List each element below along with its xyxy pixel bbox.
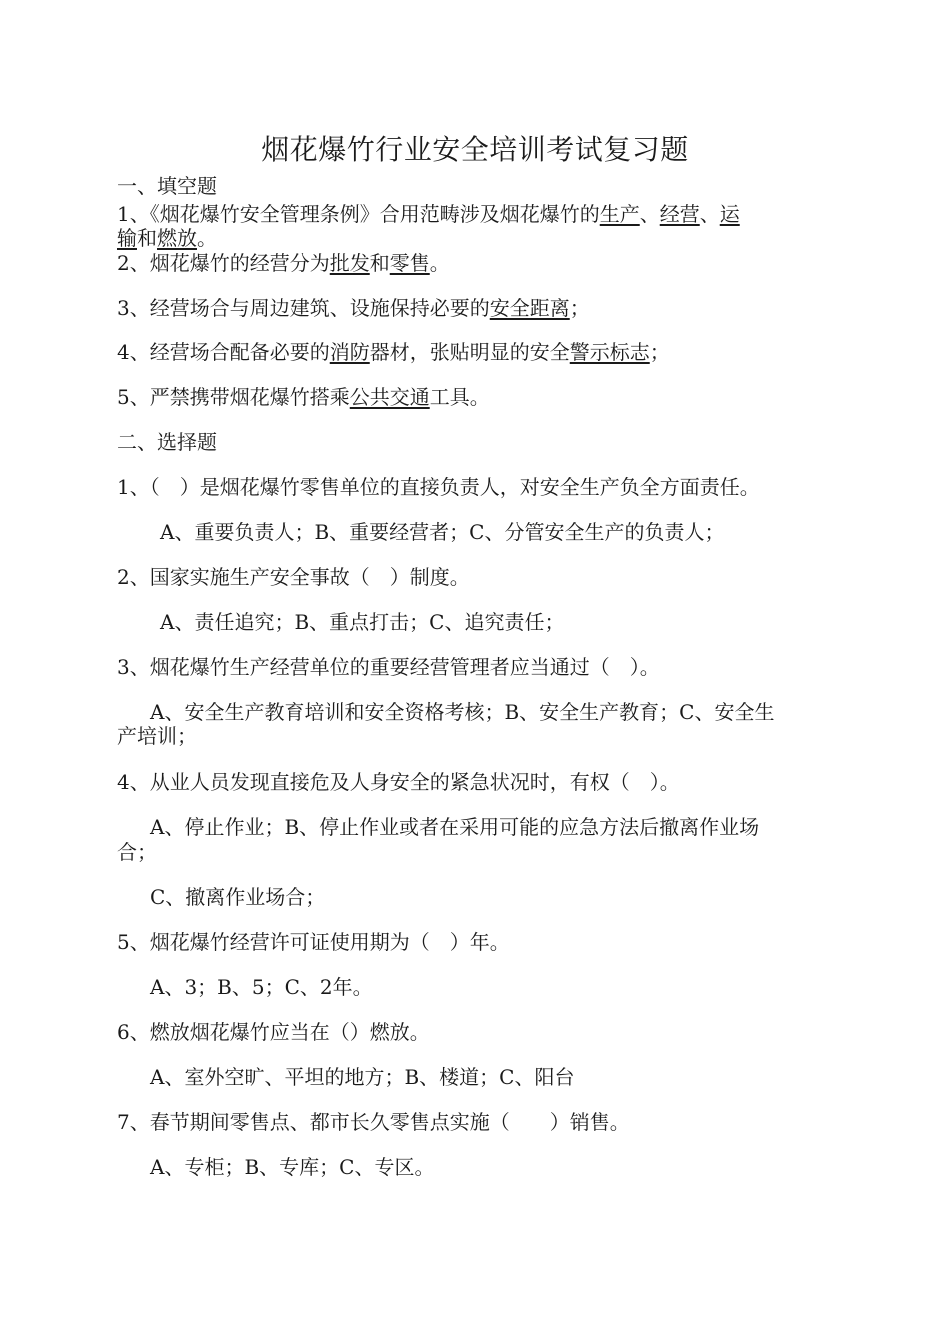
choice-options-4-line-3: C、撤离作业场合；	[150, 885, 326, 909]
answer-operation: 经营	[659, 202, 700, 226]
answer-transport-part1: 运	[719, 202, 740, 226]
choice-options-1: A、重要负责人；B、重要经营者；C、分管安全生产的负责人；	[160, 520, 725, 544]
choice-question-2: 2、国家实施生产安全事故（ ）制度。	[117, 565, 470, 589]
fill-question-4: 4、经营场合配备必要的消防器材，张贴明显的安全警示标志；	[117, 340, 670, 364]
section-heading-fill-in: 一、填空题	[117, 174, 217, 198]
answer-warning-signs: 警示标志	[569, 340, 650, 364]
answer-wholesale: 批发	[329, 251, 370, 275]
choice-options-5: A、3；B、5；C、2年。	[150, 975, 373, 999]
fill-question-2: 2、烟花爆竹的经营分为批发和零售。	[117, 251, 450, 275]
choice-options-3-line-2: 产培训；	[117, 724, 197, 748]
answer-safety-distance: 安全距离	[489, 296, 570, 320]
choice-options-2: A、责任追究；B、重点打击；C、追究责任；	[160, 610, 565, 634]
fill-question-3: 3、经营场合与周边建筑、设施保持必要的安全距离；	[117, 296, 590, 320]
choice-options-4-line-1: A、停止作业；B、停止作业或者在采用可能的应急方法后撤离作业场	[150, 815, 760, 839]
answer-public-transport: 公共交通	[349, 385, 430, 409]
choice-options-7: A、专柜；B、专库；C、专区。	[150, 1155, 435, 1179]
choice-question-4: 4、从业人员发现直接危及人身安全的紧急状况时，有权（ ）。	[117, 770, 680, 794]
choice-question-6: 6、燃放烟花爆竹应当在（）燃放。	[117, 1020, 430, 1044]
choice-question-7: 7、春节期间零售点、都市长久零售点实施（ ）销售。	[117, 1110, 630, 1134]
answer-retail: 零售	[389, 251, 430, 275]
section-heading-choice: 二、选择题	[117, 430, 217, 454]
choice-options-6: A、室外空旷、平坦的地方；B、楼道；C、阳台	[150, 1065, 575, 1089]
choice-question-5: 5、烟花爆竹经营许可证使用期为（ ）年。	[117, 930, 510, 954]
answer-production: 生产	[599, 202, 640, 226]
choice-options-4-line-2: 合；	[117, 840, 157, 864]
fill-question-1-line-1: 1、《烟花爆竹安全管理条例》合用范畴涉及烟花爆竹的生产、经营、运	[117, 202, 740, 226]
choice-options-3-line-1: A、安全生产教育培训和安全资格考核；B、安全生产教育；C、安全生	[150, 700, 775, 724]
answer-fire-fighting: 消防	[329, 340, 370, 364]
answer-discharge: 燃放	[157, 226, 197, 250]
choice-question-1: 1、（ ）是烟花爆竹零售单位的直接负责人，对安全生产负全方面责任。	[117, 475, 760, 499]
fill-question-1-line-2: 输和燃放。	[117, 226, 217, 250]
choice-question-3: 3、烟花爆竹生产经营单位的重要经营管理者应当通过（ ）。	[117, 655, 660, 679]
fill-question-5: 5、严禁携带烟花爆竹搭乘公共交通工具。	[117, 385, 490, 409]
document-title: 烟花爆竹行业安全培训考试复习题	[261, 133, 689, 166]
answer-transport-part2: 输	[117, 226, 137, 250]
